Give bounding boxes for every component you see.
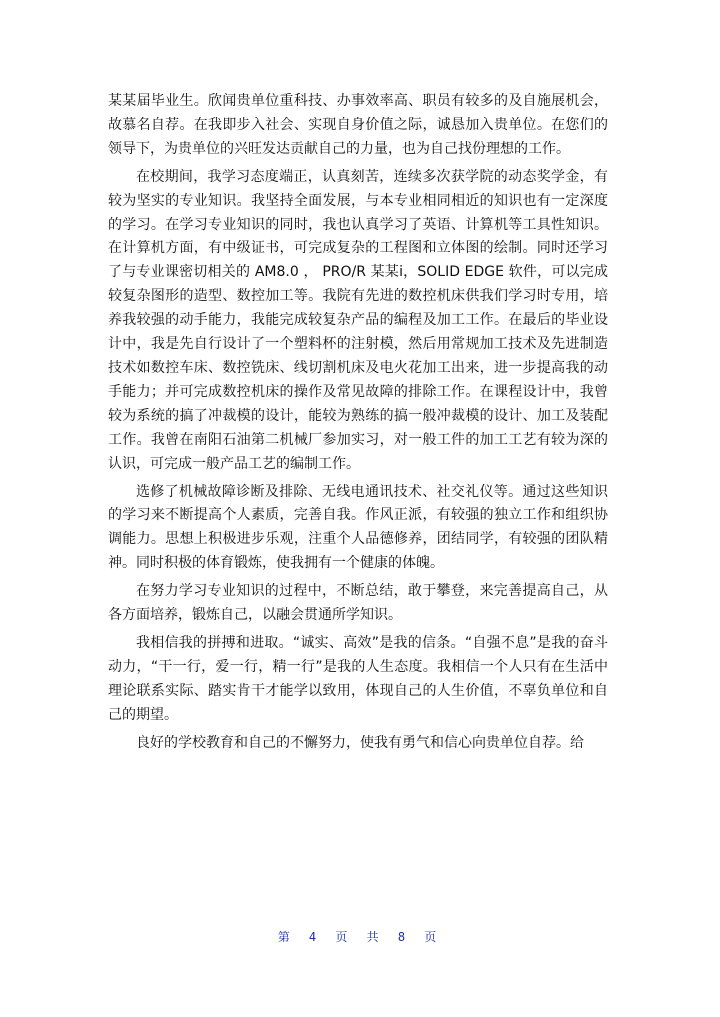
paragraph-4: 在努力学习专业知识的过程中，不断总结，敢于攀登，来完善提高自己，从各方面培养，锻炼自己，以融会贯通所学知识。 — [108, 583, 608, 624]
paragraph-5: 我相信我的拼搏和进取。“诚实、高效”是我的信条。“自强不息”是我的奋斗动力，“干一行，爱一行，精一行”是我的人生态度。我相信一个人只有在生活中理论联系实际、踏实肯干才能学以致用，体现自己的人生价值，不辜负单位和自己的期望。 — [108, 634, 608, 723]
paragraph-1: 某某届毕业生。欣闻贵单位重科技、办事效率高、职员有较多的及自施展机会，故慕名自荐。在我即步入社会、实现自身价值之际，诚恳加入贵单位。在您们的领导下，为贵单位的兴旺发达贡献自己的力量，也为自己找份理想的工作。 — [108, 93, 608, 157]
paragraph-2: 在校期间，我学习态度端正，认真刻苦，连续多次获学院的动态奖学金，有较为坚实的专业知识。我坚持全面发展，与本专业相同相近的知识也有一定深度的学习。在学习专业知识的同时，我也认真学习了英语、计算机等工具性知识。在计算机方面，有中级证书，可完成复杂的工程图和立体图的绘制。同时还学习了与专业课密切相关的 AM8.0 ， PRO/R 某某i，SOLID EDGE 软件，可以完成较复杂图形的造型、数控加工等。我院有先进的数控机床供我们学习时专用，培养我较强的动手能力，我能完成较复杂产品的编程及加工工作。在最后的毕业设计中，我是先自行设计了一个塑料杯的注射模，然后用常规加工技术及先进制造技术如数控车床、数控铣床、线切割机床及电火花加工出来，进一步提高我的动手能力；并可完成数控机床的操作及常见故障的排除工作。在课程设计中，我曾较为系统的搞了冲裁模的设计，能较为熟练的搞一般冲裁模的设计、加工及装配工作。我曾在南阳石油第二机械厂参加实习，对一般工件的加工工艺有较为深的认识，可完成一般产品工艺的编制工作。 — [108, 168, 608, 472]
paragraph-6: 良好的学校教育和自己的不懈努力，使我有勇气和信心向贵单位自荐。给 — [136, 734, 584, 751]
paragraph-3: 选修了机械故障诊断及排除、无线电通讯技术、社交礼仪等。通过这些知识的学习来不断提高个人素质，完善自我。作风正派，有较强的独立工作和组织协调能力。思想上积极进步乐观，注重个人品德修养，团结同学，有较强的团队精神。同时积极的体育锻炼，使我拥有一个健康的体魄。 — [108, 483, 608, 572]
page-footer — [0, 928, 720, 945]
page-number-label: 第 4 页 共 8 页 — [277, 930, 443, 944]
document-body — [108, 90, 608, 759]
